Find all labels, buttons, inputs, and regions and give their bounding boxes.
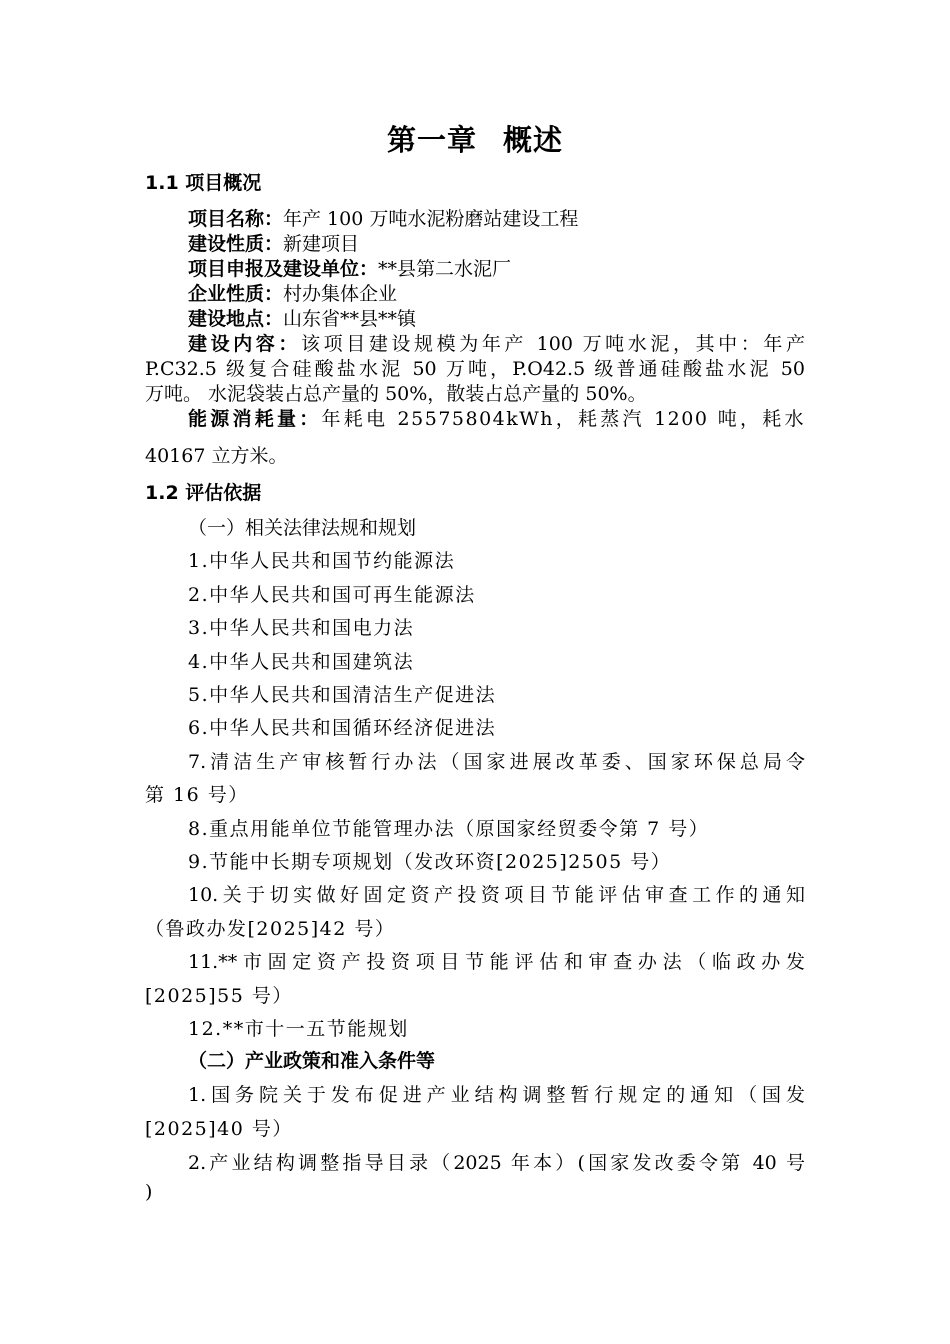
energy-label: 能源消耗量： [188,408,322,430]
energy-value-1: 年耗电 25575804kWh，耗蒸汽 1200 吨，耗水 [321,408,805,430]
nature-label: 建设性质： [188,233,284,255]
location-label: 建设地点： [188,308,284,330]
project-name-line [188,204,805,231]
list-item-12: 12.**市十一五节能规划 [188,1018,409,1040]
content-line-1 [188,329,805,356]
list-item-10-line-2: （鲁政办发[2025]42 号） [145,918,396,940]
section-heading-1-2: 1.2 评估依据 [145,482,262,504]
sub-heading-policy: （二）产业政策和准入条件等 [188,1050,436,1072]
enterprise-line [188,279,805,306]
energy-line-1 [188,404,805,431]
list-item-10-line-1: 10.关于切实做好固定资产投资项目节能评估审查工作的通知 [188,884,805,906]
list-item: 3.中华人民共和国电力法 [188,617,415,639]
chapter-name: 概述 [503,123,564,157]
list-item-11-line-1: 11.**市固定资产投资项目节能评估和审查办法（临政办发 [188,951,805,973]
sub-heading-laws: （一）相关法律法规和规划 [188,517,417,539]
content-line-3: 万吨。 水泥袋装占总产量的 50%，散装占总产量的 50%。 [145,383,647,405]
list-item: 5.中华人民共和国清洁生产促进法 [188,684,497,706]
list-item-11-line-2: [2025]55 号） [145,985,293,1007]
list-item: 1.中华人民共和国节约能源法 [188,550,456,572]
list-item: 6.中华人民共和国循环经济促进法 [188,717,497,739]
project-name-value: 年产 100 万吨水泥粉磨站建设工程 [283,208,579,230]
location-value: 山东省**县**镇 [283,308,417,330]
policy-item-1-line-2: [2025]40 号） [145,1118,293,1140]
nature-value: 新建项目 [283,233,360,255]
location-line [188,304,805,331]
content-value-1: 该项目建设规模为年产 100 万吨水泥，其中：年产 [301,333,805,355]
section-heading-1-1: 1.1 项目概况 [145,172,262,194]
policy-item-1-line-1: 1.国务院关于发布促进产业结构调整暂行规定的通知（国发 [188,1084,805,1106]
enterprise-value: 村办集体企业 [283,283,398,305]
chapter-title [0,118,950,159]
unit-line [188,254,805,281]
list-item-8: 8.重点用能单位节能管理办法（原国家经贸委令第 7 号） [188,818,710,840]
unit-value: **县第二水泥厂 [378,258,512,280]
project-name-label: 项目名称： [188,208,284,230]
energy-line-2: 40167 立方米。 [145,445,288,467]
nature-line [188,229,805,256]
content-line-2: P.C32.5 级复合硅酸盐水泥 50 万吨，P.O42.5 级普通硅酸盐水泥 50 [145,358,805,380]
list-item-7-line-1: 7.清洁生产审核暂行办法（国家进展改革委、国家环保总局令 [188,751,805,773]
enterprise-label: 企业性质： [188,283,284,305]
unit-label: 项目申报及建设单位： [188,258,379,280]
list-item: 4.中华人民共和国建筑法 [188,651,415,673]
chapter-number: 第一章 [386,123,477,157]
policy-item-2-line-2: ) [145,1181,153,1203]
content-label: 建设内容： [188,333,302,355]
policy-item-2-line-1: 2.产业结构调整指导目录（2025 年本）(国家发改委令第 40 号 [188,1152,805,1174]
list-item-7-line-2: 第 16 号） [145,784,249,806]
list-item: 2.中华人民共和国可再生能源法 [188,584,476,606]
list-item-9: 9.节能中长期专项规划（发改环资[2025]2505 号） [188,851,672,873]
